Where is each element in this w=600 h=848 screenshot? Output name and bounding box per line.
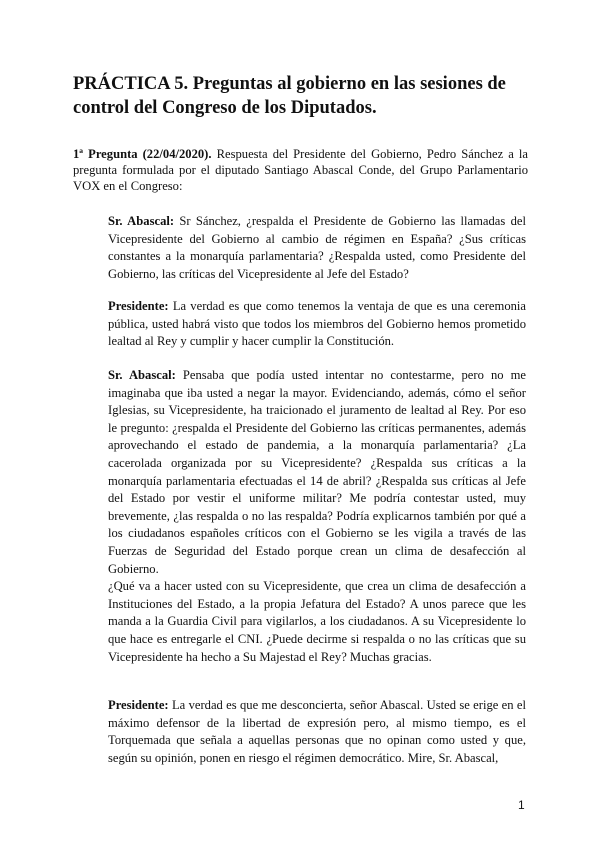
- speaker-label: Presidente:: [108, 299, 169, 313]
- speech-text: Sr Sánchez, ¿respalda el Presidente de Gobierno las llamadas del Vicepresidente del Gobierno al cambio de régimen en España? ¿Sus críticas constantes a la monarquía parlamentaria? ¿Respalda usted, como Presidente del Gobierno, las críticas del Vicepresidente al Jefe del Estado?: [108, 214, 526, 281]
- exchange-paragraph: [108, 697, 526, 767]
- question-intro-text: Respuesta del Presidente del Gobierno, Pedro Sánchez a la pregunta formulada por el diputado Santiago Abascal Conde, del Grupo Parlamentario VOX en el Congreso:: [73, 147, 528, 193]
- exchange-paragraph: [108, 367, 526, 666]
- question-label: 1ª Pregunta (22/04/2020).: [73, 147, 212, 161]
- speech-text-continued: ¿Qué va a hacer usted con su Vicepresidente, que crea un clima de desafección a Instituciones del Estado, a la propia Jefatura del Estado? A unos parece que les manda a la Guardia Civil para vigilarlos, a los ciudadanos. A su Vicepresidente lo que hace es entregarle el CNI. ¿Puede decirme si respalda o no las críticas que su Vicepresidente ha hecho a Su Majestad el Rey? Muchas gracias.: [108, 579, 526, 664]
- speech-text: Pensaba que podía usted intentar no contestarme, pero no me imaginaba que iba usted a negar la mayor. Evidenciando, además, cómo el señor Iglesias, su Vicepresidente, ha traicionado el juramento de lealtad al Rey. Por eso le pregunto: ¿respalda el Presidente del Gobierno las críticas permanentes, además aprovechando el estado de pandemia, a la monarquía parlamentaria? ¿La cacerolada organizada por su Vicepresidente? ¿Respalda sus críticas a la monarquía parlamentaria efectuadas el 14 de abril? ¿Respalda sus críticas al Jefe del Estado por vestir el uniforme militar? Me podría contestar usted, muy brevemente, ¿las respalda o no las respalda? Podría explicarnos también por qué a los ciudadanos españoles críticos con el Gobierno se les vigila a través de las Fuerzas de Seguridad del Estado porque crean un clima de desafección al Gobierno.: [108, 368, 526, 576]
- page-number: 1: [518, 798, 525, 812]
- speech-text: La verdad es que como tenemos la ventaja de que es una ceremonia pública, usted habrá visto que todos los miembros del Gobierno hemos prometido lealtad al Rey y cumplir y hacer cumplir la Constitución.: [108, 299, 526, 349]
- exchange-paragraph: [108, 298, 526, 351]
- page-title: PRÁCTICA 5. Preguntas al gobierno en las sesiones de control del Congreso de los Diputados.: [73, 74, 506, 118]
- speaker-label: Sr. Abascal:: [108, 214, 175, 228]
- speaker-label: Presidente:: [108, 698, 169, 712]
- speech-text: La verdad es que me desconcierta, señor Abascal. Usted se erige en el máximo defensor de la libertad de expresión pero, al mismo tiempo, es el Torquemada que señala a aquellas personas que no opinan como usted y que, según su opinión, ponen en riesgo el régimen democrático. Mire, Sr. Abascal,: [108, 698, 526, 765]
- exchange-paragraph: [108, 213, 526, 283]
- question-intro: [73, 146, 528, 194]
- speaker-label: Sr. Abascal:: [108, 368, 176, 382]
